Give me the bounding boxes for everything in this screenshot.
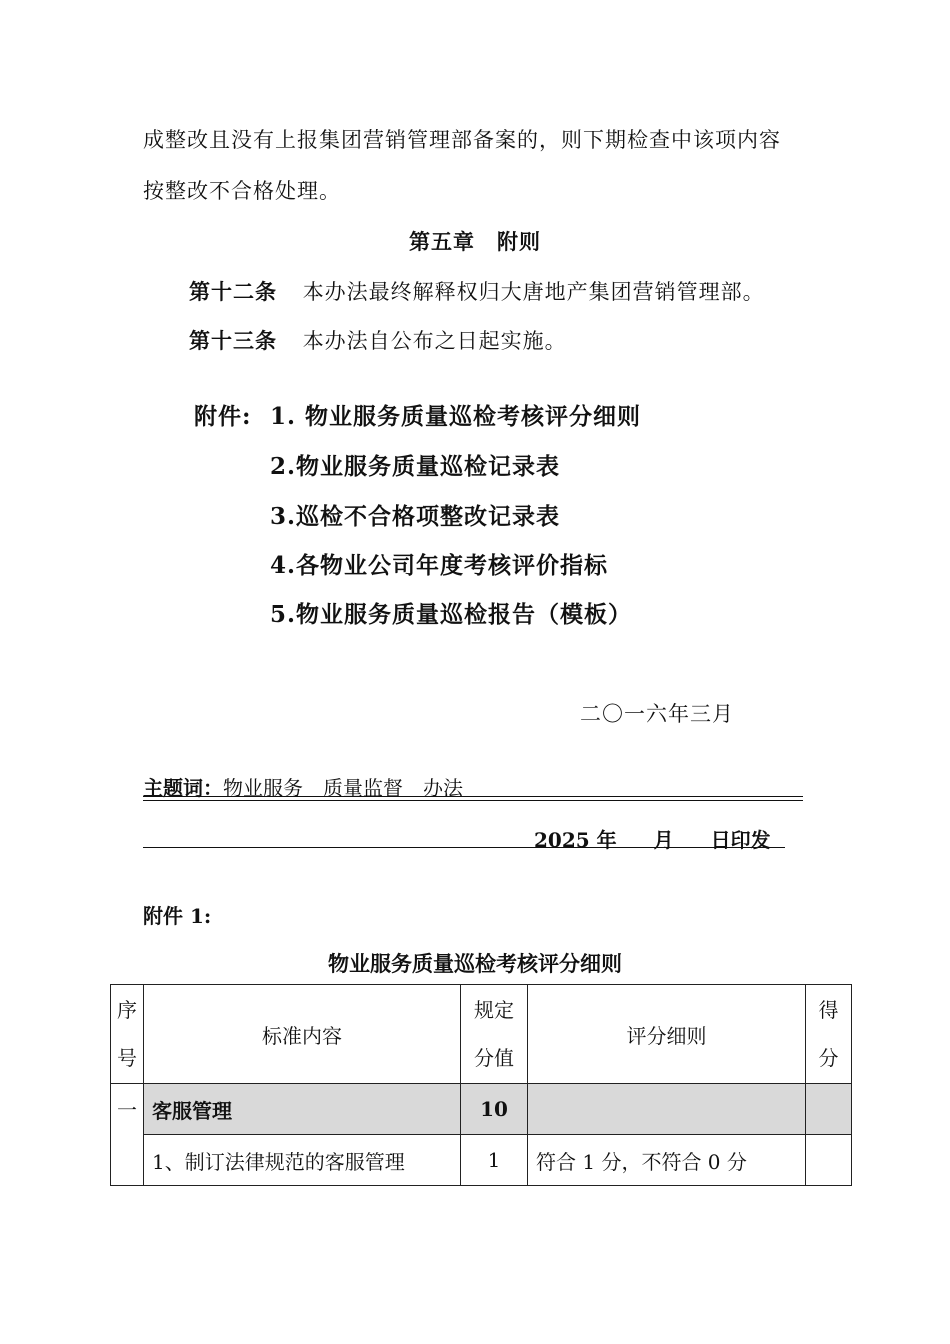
print-month: 月 xyxy=(653,828,674,852)
header-score: 规定 分值 xyxy=(461,985,528,1084)
row-standard: 客服管理 xyxy=(144,1084,461,1135)
print-year: 2025 年 xyxy=(534,828,617,852)
scoring-table xyxy=(110,984,852,1186)
table-row xyxy=(111,1084,852,1135)
header-rules: 评分细则 xyxy=(528,985,806,1084)
attachment-item-3: 3.巡检不合格项整改记录表 xyxy=(270,503,561,530)
issue-date: 二〇一六年三月 xyxy=(580,702,734,726)
header-points: 得 分 xyxy=(806,985,852,1084)
print-day: 日印发 xyxy=(710,828,771,852)
row-rules xyxy=(528,1084,806,1135)
chapter-title: 第五章 附则 xyxy=(409,229,541,254)
body-line-2: 按整改不合格处理。 xyxy=(143,179,341,203)
divider-top-2 xyxy=(143,800,803,801)
attachment-item-1: 1. 物业服务质量巡检考核评分细则 xyxy=(270,403,642,430)
article-13 xyxy=(189,325,567,355)
row-points xyxy=(806,1084,852,1135)
row-score: 10 xyxy=(461,1084,528,1135)
header-standard: 标准内容 xyxy=(144,985,461,1084)
attachment-item-5: 5.物业服务质量巡检报告（模板） xyxy=(270,601,633,628)
attachment-item-4: 4.各物业公司年度考核评价指标 xyxy=(270,552,609,579)
article-13-label: 第十三条 xyxy=(189,328,277,353)
article-13-text: 本办法自公布之日起实施。 xyxy=(302,329,567,353)
appendix-label: 附件 1: xyxy=(143,904,212,928)
keywords-text: 物业服务 质量监督 办法 xyxy=(223,776,463,800)
divider-bottom xyxy=(143,847,785,848)
row-rules: 符合 1 分，不符合 0 分 xyxy=(528,1135,806,1186)
row-points xyxy=(806,1135,852,1186)
row-standard: 1、制订法律规范的客服管理 xyxy=(144,1135,461,1186)
row-seq: 一 xyxy=(111,1084,144,1186)
header-seq: 序 号 xyxy=(111,985,144,1084)
divider-top-1 xyxy=(143,796,803,797)
print-date xyxy=(534,824,771,853)
article-12 xyxy=(189,276,765,306)
article-12-label: 第十二条 xyxy=(189,279,277,304)
article-12-text: 本办法最终解释权归大唐地产集团营销管理部。 xyxy=(302,280,765,304)
table-header-row xyxy=(111,985,852,1084)
attachment-item-2: 2.物业服务质量巡检记录表 xyxy=(270,453,561,480)
row-score: 1 xyxy=(461,1135,528,1186)
attachments-label: 附件: xyxy=(194,403,252,430)
table-row xyxy=(111,1135,852,1186)
body-line-1: 成整改且没有上报集团营销管理部备案的，则下期检查中该项内容 xyxy=(143,128,781,152)
keywords-label: 主题词： xyxy=(143,776,223,800)
appendix-title: 物业服务质量巡检考核评分细则 xyxy=(328,951,622,976)
